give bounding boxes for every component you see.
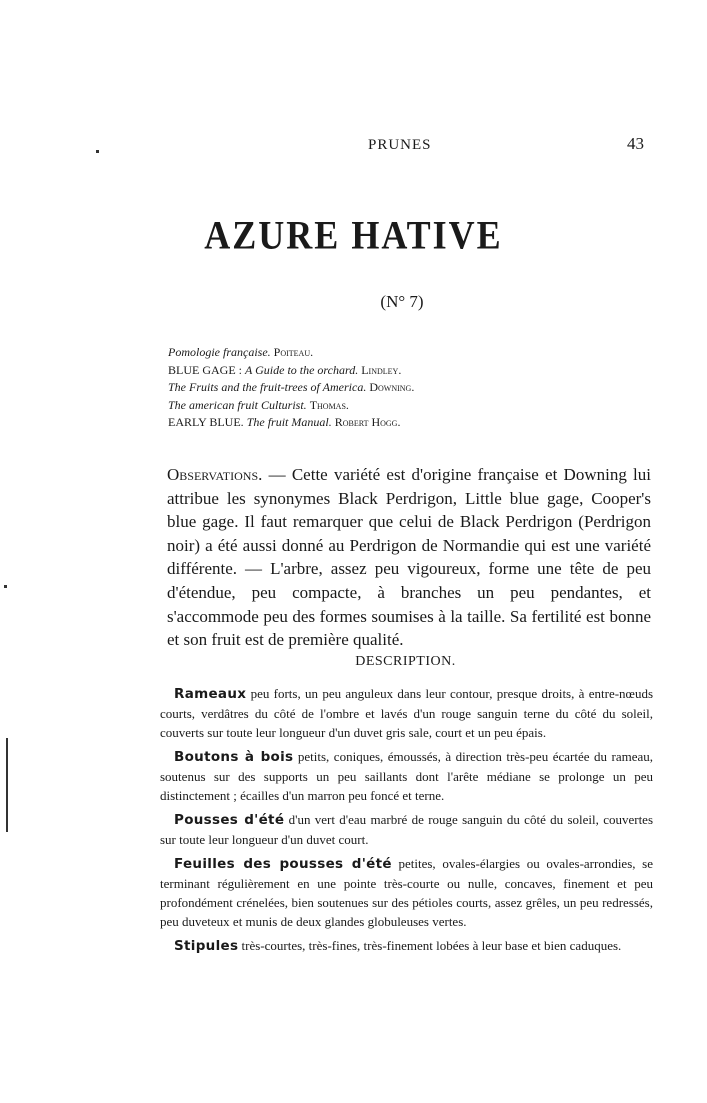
page-number: 43 xyxy=(627,134,644,153)
synonym-author: Poiteau. xyxy=(273,345,314,359)
description-term: Stipules xyxy=(174,938,239,954)
synonym-name: BLUE GAGE : xyxy=(168,362,242,377)
synonym-line xyxy=(168,414,414,432)
description-text: petits, coniques, émoussés, à direction très-peu écartée du rameau, soutenus sur des supports un peu saillants dont l'arête médiane se prolonge un peu distinctement ; écailles d'un marron peu foncé et terne. xyxy=(160,749,654,803)
synonym-author: Thomas. xyxy=(309,397,349,412)
scan-mark xyxy=(4,585,7,588)
synonym-author: Lindley. xyxy=(361,362,402,377)
description-heading: DESCRIPTION. xyxy=(355,654,456,669)
synonym-name: EARLY BLUE. xyxy=(168,415,244,429)
description-text: d'un vert d'eau marbré de rouge sanguin du côté du soleil, couvertes sur toute leur longueur d'un duvet court. xyxy=(160,812,654,847)
synonym-author: Robert Hogg. xyxy=(334,415,401,429)
description-text: petites, ovales-élargies ou ovales-arrondies, se terminant régulièrement en une pointe très-courte ou nulle, concaves, finement et peu profondément crénelées, bien soutenues sur des pétioles courts, assez grêles, un peu redressés, peu duveteux et munis de deux glandes globuleuses vertes. xyxy=(160,856,653,929)
description-term: Feuilles des pousses d'été xyxy=(174,856,392,872)
description-term: Pousses d'été xyxy=(174,812,285,828)
description-term: Rameaux xyxy=(174,686,247,702)
description-item xyxy=(160,810,653,849)
synonym-work: A Guide to the orchard. xyxy=(245,362,359,377)
description-item xyxy=(160,936,653,956)
synonym-work: The Fruits and the fruit-trees of America. xyxy=(168,380,367,394)
synonym-author: Downing. xyxy=(369,380,415,394)
variety-number: (N° 7) xyxy=(380,292,424,311)
synonym-work: The american fruit Culturist. xyxy=(168,397,307,412)
description-item xyxy=(160,684,653,742)
synonym-line xyxy=(168,344,414,362)
synonym-line xyxy=(168,379,414,397)
synonym-work: The fruit Manual. xyxy=(246,415,332,429)
description-text: très-courtes, très-fines, très-finement lobées à leur base et bien caduques. xyxy=(241,938,622,953)
observations-paragraph xyxy=(167,463,651,652)
synonym-line xyxy=(168,397,414,415)
scan-mark xyxy=(96,150,99,153)
synonym-work: Pomologie française. xyxy=(168,345,271,359)
description-item xyxy=(160,747,653,805)
synonym-line xyxy=(168,362,414,380)
running-head: PRUNES xyxy=(368,137,432,153)
observations-text: — Cette variété est d'origine française et Downing lui attribue les synonymes Black Perdrigon, Little blue gage, Cooper's blue gage. Il faut remarquer que celui de Black Perdrigon (Perdrigon noir) a été aussi donné au Perdrigon de Normandie qui est une variété différente. — L'arbre, assez peu vigoureux, forme une tête de peu d'étendue, peu compacte, à branches un peu pendantes, et s'accommode peu des formes soumises à la taille. Sa fertilité est bonne et son fruit est de première qualité. xyxy=(167,465,651,650)
page-title: AZURE HATIVE xyxy=(204,212,503,258)
description-text: peu forts, un peu anguleux dans leur contour, presque droits, à entre-nœuds courts, verdâtres du côté de l'ombre et lavés d'un rouge sanguin terne du côté du soleil, couverts sur toute leur longueur d'un duvet gris sale, court et un peu épais. xyxy=(160,686,653,740)
observations-lead: Observations. xyxy=(167,465,263,484)
description-list xyxy=(160,684,653,961)
scan-mark xyxy=(6,738,8,832)
description-item xyxy=(160,854,653,931)
description-term: Boutons à bois xyxy=(174,749,294,765)
synonym-references xyxy=(168,344,414,432)
